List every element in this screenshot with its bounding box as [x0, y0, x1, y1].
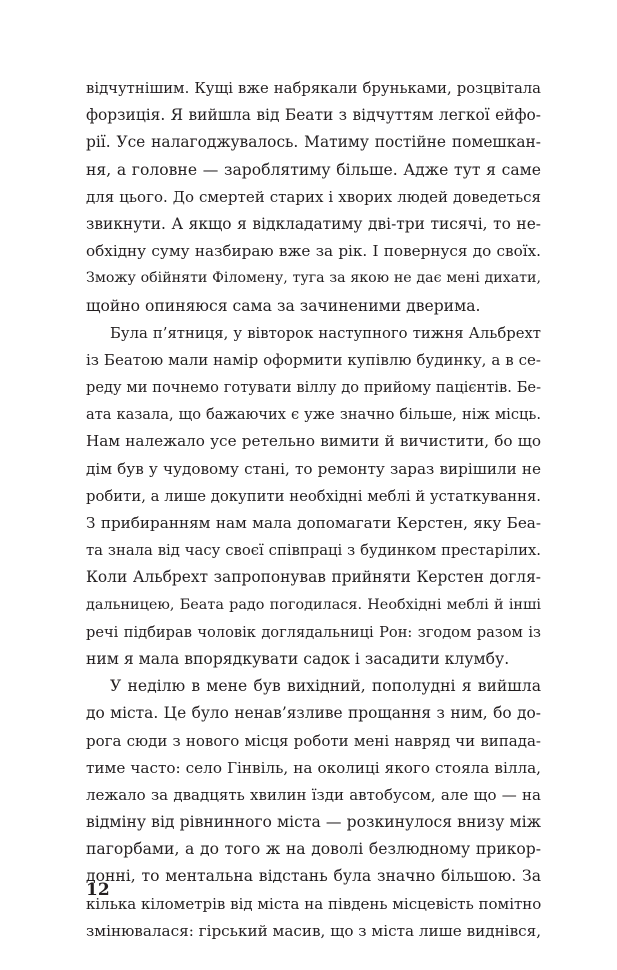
- text-line: обхідну суму назбираю вже за рік. І повернуся до своїх.: [86, 242, 541, 261]
- text-line: для цього. До смертей старих і хворих людей доведеться: [86, 187, 541, 206]
- text-line: реду ми почнемо готувати віллу до прийому пацієнтів. Бе-: [86, 379, 541, 397]
- paragraph-end-line: щойно опиняюся сама за зачиненими дверима.: [86, 296, 481, 315]
- text-line: робити, а лише докупити необхідні меблі й устаткування.: [86, 487, 541, 505]
- text-line: речі підбирав чоловік доглядальниці Рон: згодом разом із: [86, 623, 541, 641]
- text-line: рії. Усе налагоджувалось. Матиму постійне помешкан-: [86, 133, 541, 152]
- body-text: [86, 75, 541, 945]
- text-line: змінювалася: гірський масив, що з міста лише виднівся,: [86, 921, 542, 940]
- text-line: із Беатою мали намір оформити купівлю будинку, а в се-: [86, 350, 541, 369]
- paragraph-start-line: Була п’ятниця, у вівторок наступного тижня Альбрехт: [110, 324, 541, 342]
- text-line: ня, а головне — зароблятиму більше. Адже тут я саме: [86, 160, 541, 179]
- text-line: звикнути. А якщо я відкладатиму дві-три тисячі, то не-: [86, 214, 541, 233]
- page-number: 12: [86, 880, 110, 900]
- text-line: донні, то ментальна відстань була значно більшою. За: [86, 867, 541, 886]
- text-line: З прибиранням нам мала допомагати Керстен, яку Беа-: [86, 514, 541, 532]
- text-line: Зможу обійняти Філомену, туга за якою не дає мені дихати,: [86, 270, 541, 287]
- text-line: до міста. Це було ненав’язливе прощання з ним, бо до-: [86, 704, 541, 723]
- paragraph-end-line: ним я мала впорядкувати садок і засадити клумбу.: [86, 649, 510, 668]
- text-line: відчутнішим. Кущі вже набрякали бруньками, розцвітала: [86, 80, 541, 97]
- text-line: Нам належало усе ретельно вимити й вичистити, бо що: [86, 432, 541, 451]
- text-line: дальницею, Беата радо погодилася. Необхідні меблі й інші: [86, 596, 541, 613]
- text-line: тиме часто: село Гінвіль, на околиці якого стояла вілла,: [86, 758, 541, 777]
- paragraph-start-line: У неділю в мене був вихідний, пополудні я вийшла: [110, 677, 541, 696]
- text-line: рога сюди з нового місця роботи мені навряд чи випада-: [86, 731, 541, 750]
- text-line: кілька кілометрів від міста на південь місцевість помітно: [86, 894, 542, 913]
- text-line: Коли Альбрехт запропонував прийняти Керстен догля-: [86, 568, 541, 587]
- text-line: ата казала, що бажаючих є уже значно більше, ніж місць.: [86, 406, 541, 424]
- text-line: пагорбами, а до того ж на доволі безлюдному прикор-: [86, 840, 541, 859]
- text-line: дім був у чудовому стані, то ремонту зараз вирішили не: [86, 459, 541, 478]
- text-line: та знала від часу своєї співпраці з будинком престарілих.: [86, 542, 541, 560]
- text-line: відміну від рівнинного міста — розкинулося внизу між: [86, 813, 541, 832]
- text-line: лежало за двадцять хвилин їзди автобусом, але що — на: [86, 785, 541, 804]
- text-line: форзиція. Я вийшла від Беати з відчуттям легкої ейфо-: [86, 106, 541, 125]
